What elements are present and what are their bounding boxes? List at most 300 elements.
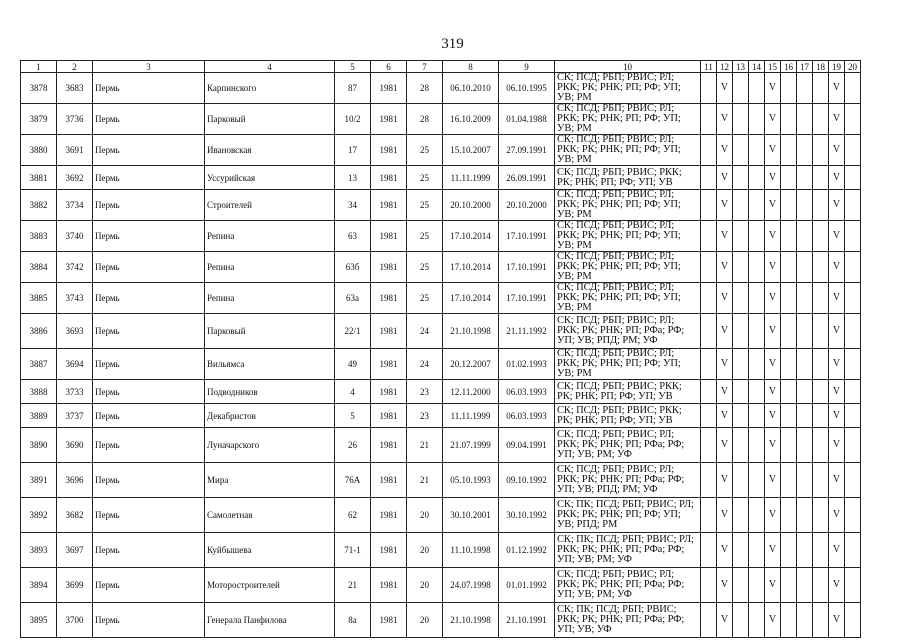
mark-cell xyxy=(733,498,749,533)
year-cell: 1981 xyxy=(371,190,407,221)
table-row xyxy=(21,73,861,104)
mark-cell: V xyxy=(829,166,845,190)
record-id: 3697 xyxy=(57,533,93,568)
record-id: 3682 xyxy=(57,498,93,533)
mark-cell xyxy=(845,404,861,428)
table-row xyxy=(21,190,861,221)
date-cell: 06.03.1993 xyxy=(499,380,555,404)
mark-cell xyxy=(813,349,829,380)
city-cell: Пермь xyxy=(93,533,205,568)
mark-cell: V xyxy=(717,283,733,314)
mark-cell xyxy=(813,283,829,314)
mark-cell: V xyxy=(717,533,733,568)
street-cell: Декабристов xyxy=(205,404,335,428)
features-cell: СК; ПСД; РБП; РВИС; РЛ; РКК; РК; РНК; РП; РФ; УП; УВ; РМ xyxy=(555,349,701,380)
city-cell: Пермь xyxy=(93,252,205,283)
features-cell: СК; ПСД; РБП; РВИС; РЛ; РКК; РК; РНК; РП; РФ; УП; УВ; РМ xyxy=(555,104,701,135)
mark-cell xyxy=(797,404,813,428)
value-cell: 28 xyxy=(407,73,443,104)
mark-cell xyxy=(781,314,797,349)
city-cell: Пермь xyxy=(93,166,205,190)
mark-cell xyxy=(797,190,813,221)
mark-cell: V xyxy=(717,166,733,190)
column-header: 3 xyxy=(93,61,205,73)
record-id: 3734 xyxy=(57,190,93,221)
record-id: 3694 xyxy=(57,349,93,380)
mark-cell xyxy=(813,135,829,166)
mark-cell xyxy=(813,314,829,349)
year-cell: 1981 xyxy=(371,166,407,190)
street-cell: Самолетная xyxy=(205,498,335,533)
date-cell: 12.11.2000 xyxy=(443,380,499,404)
mark-cell xyxy=(845,104,861,135)
year-cell: 1981 xyxy=(371,404,407,428)
mark-cell xyxy=(701,463,717,498)
mark-cell xyxy=(701,314,717,349)
house-number: 34 xyxy=(335,190,371,221)
row-number: 3884 xyxy=(21,252,57,283)
record-id: 3736 xyxy=(57,104,93,135)
column-header: 17 xyxy=(797,61,813,73)
mark-cell xyxy=(845,603,861,638)
page-number: 319 xyxy=(441,36,464,52)
year-cell: 1981 xyxy=(371,283,407,314)
mark-cell xyxy=(797,104,813,135)
record-id: 3700 xyxy=(57,603,93,638)
mark-cell xyxy=(781,463,797,498)
mark-cell: V xyxy=(765,380,781,404)
mark-cell xyxy=(749,603,765,638)
mark-cell xyxy=(845,533,861,568)
column-header: 15 xyxy=(765,61,781,73)
mark-cell: V xyxy=(765,568,781,603)
value-cell: 21 xyxy=(407,428,443,463)
date-cell: 09.04.1991 xyxy=(499,428,555,463)
column-header: 5 xyxy=(335,61,371,73)
street-cell: Вильямса xyxy=(205,349,335,380)
table-row xyxy=(21,603,861,638)
mark-cell xyxy=(781,135,797,166)
street-cell: Подводников xyxy=(205,380,335,404)
value-cell: 25 xyxy=(407,166,443,190)
mark-cell xyxy=(813,404,829,428)
mark-cell xyxy=(749,135,765,166)
table-row xyxy=(21,252,861,283)
mark-cell xyxy=(797,252,813,283)
house-number: 5 xyxy=(335,404,371,428)
mark-cell xyxy=(781,603,797,638)
date-cell: 17.10.1991 xyxy=(499,283,555,314)
mark-cell xyxy=(813,252,829,283)
features-cell: СК; ПК; ПСД; РБП; РВИС; РКК; РК; РНК; РП; РФа; РФ; УП; УВ; УФ xyxy=(555,603,701,638)
mark-cell xyxy=(781,190,797,221)
column-header: 14 xyxy=(749,61,765,73)
date-cell: 01.12.1992 xyxy=(499,533,555,568)
mark-cell: V xyxy=(717,568,733,603)
mark-cell xyxy=(749,498,765,533)
mark-cell: V xyxy=(765,73,781,104)
table-row xyxy=(21,380,861,404)
mark-cell xyxy=(845,283,861,314)
mark-cell xyxy=(813,166,829,190)
mark-cell xyxy=(749,404,765,428)
street-cell: Репина xyxy=(205,252,335,283)
mark-cell xyxy=(781,498,797,533)
mark-cell xyxy=(781,533,797,568)
mark-cell xyxy=(733,349,749,380)
mark-cell: V xyxy=(765,603,781,638)
date-cell: 26.09.1991 xyxy=(499,166,555,190)
date-cell: 11.11.1999 xyxy=(443,404,499,428)
year-cell: 1981 xyxy=(371,380,407,404)
mark-cell: V xyxy=(717,498,733,533)
mark-cell xyxy=(845,166,861,190)
mark-cell xyxy=(781,252,797,283)
street-cell: Генерала Панфилова xyxy=(205,603,335,638)
column-header: 13 xyxy=(733,61,749,73)
city-cell: Пермь xyxy=(93,349,205,380)
mark-cell xyxy=(797,568,813,603)
date-cell: 06.10.1995 xyxy=(499,73,555,104)
table-row xyxy=(21,498,861,533)
mark-cell xyxy=(845,73,861,104)
house-number: 22/1 xyxy=(335,314,371,349)
column-header: 10 xyxy=(555,61,701,73)
date-cell: 16.10.2009 xyxy=(443,104,499,135)
table-row xyxy=(21,135,861,166)
year-cell: 1981 xyxy=(371,135,407,166)
mark-cell: V xyxy=(717,190,733,221)
mark-cell xyxy=(845,463,861,498)
mark-cell xyxy=(749,166,765,190)
record-id: 3740 xyxy=(57,221,93,252)
mark-cell xyxy=(701,221,717,252)
mark-cell xyxy=(797,283,813,314)
house-number: 87 xyxy=(335,73,371,104)
mark-cell: V xyxy=(829,349,845,380)
date-cell: 17.10.1991 xyxy=(499,221,555,252)
features-cell: СК; ПСД; РБП; РВИС; РЛ; РКК; РК; РНК; РП; РФ; УП; УВ; РМ xyxy=(555,135,701,166)
year-cell: 1981 xyxy=(371,314,407,349)
column-header: 8 xyxy=(443,61,499,73)
mark-cell xyxy=(813,498,829,533)
mark-cell: V xyxy=(717,314,733,349)
value-cell: 20 xyxy=(407,568,443,603)
row-number: 3894 xyxy=(21,568,57,603)
mark-cell: V xyxy=(765,252,781,283)
city-cell: Пермь xyxy=(93,380,205,404)
table-row xyxy=(21,221,861,252)
city-cell: Пермь xyxy=(93,404,205,428)
value-cell: 25 xyxy=(407,283,443,314)
mark-cell xyxy=(733,314,749,349)
column-header: 18 xyxy=(813,61,829,73)
city-cell: Пермь xyxy=(93,498,205,533)
house-number: 4 xyxy=(335,380,371,404)
mark-cell xyxy=(749,533,765,568)
column-header: 16 xyxy=(781,61,797,73)
mark-cell xyxy=(733,283,749,314)
city-cell: Пермь xyxy=(93,463,205,498)
city-cell: Пермь xyxy=(93,314,205,349)
year-cell: 1981 xyxy=(371,603,407,638)
features-cell: СК; ПСД; РБП; РВИС; РКК; РК; РНК; РП; РФ; УП; УВ xyxy=(555,166,701,190)
mark-cell: V xyxy=(829,404,845,428)
house-number: 62 xyxy=(335,498,371,533)
features-cell: СК; ПСД; РБП; РВИС; РЛ; РКК; РК; РНК; РП; РФ; УП; УВ; РМ xyxy=(555,283,701,314)
record-id: 3699 xyxy=(57,568,93,603)
features-cell: СК; ПСД; РБП; РВИС; РЛ; РКК; РК; РНК; РП; РФ; УП; УВ; РМ xyxy=(555,252,701,283)
value-cell: 25 xyxy=(407,252,443,283)
row-number: 3889 xyxy=(21,404,57,428)
row-number: 3895 xyxy=(21,603,57,638)
row-number: 3878 xyxy=(21,73,57,104)
date-cell: 21.10.1998 xyxy=(443,603,499,638)
street-cell: Ивановская xyxy=(205,135,335,166)
mark-cell xyxy=(749,73,765,104)
registry-table xyxy=(20,60,861,638)
year-cell: 1981 xyxy=(371,533,407,568)
table-row xyxy=(21,568,861,603)
street-cell: Репина xyxy=(205,221,335,252)
mark-cell xyxy=(797,603,813,638)
mark-cell xyxy=(797,533,813,568)
column-header: 9 xyxy=(499,61,555,73)
house-number: 71-1 xyxy=(335,533,371,568)
column-header: 4 xyxy=(205,61,335,73)
mark-cell xyxy=(845,380,861,404)
column-header: 7 xyxy=(407,61,443,73)
mark-cell: V xyxy=(765,349,781,380)
mark-cell xyxy=(813,380,829,404)
year-cell: 1981 xyxy=(371,568,407,603)
mark-cell xyxy=(701,380,717,404)
mark-cell: V xyxy=(765,463,781,498)
mark-cell: V xyxy=(717,603,733,638)
record-id: 3691 xyxy=(57,135,93,166)
house-number: 10/2 xyxy=(335,104,371,135)
mark-cell xyxy=(733,428,749,463)
date-cell: 11.11.1999 xyxy=(443,166,499,190)
street-cell: Мира xyxy=(205,463,335,498)
record-id: 3733 xyxy=(57,380,93,404)
mark-cell xyxy=(845,190,861,221)
year-cell: 1981 xyxy=(371,498,407,533)
street-cell: Моторостроителей xyxy=(205,568,335,603)
features-cell: СК; ПСД; РБП; РВИС; РЛ; РКК; РК; РНК; РП; РФ; УП; УВ; РМ xyxy=(555,221,701,252)
mark-cell xyxy=(797,380,813,404)
column-header: 2 xyxy=(57,61,93,73)
row-number: 3881 xyxy=(21,166,57,190)
mark-cell xyxy=(781,404,797,428)
mark-cell: V xyxy=(717,404,733,428)
mark-cell xyxy=(733,533,749,568)
table-row xyxy=(21,104,861,135)
features-cell: СК; ПСД; РБП; РВИС; РЛ; РКК; РК; РНК; РП; РФа; РФ; УП; УВ; РМ; УФ xyxy=(555,428,701,463)
mark-cell xyxy=(845,221,861,252)
mark-cell: V xyxy=(765,498,781,533)
table-row xyxy=(21,463,861,498)
house-number: 76А xyxy=(335,463,371,498)
mark-cell: V xyxy=(829,283,845,314)
mark-cell xyxy=(733,463,749,498)
features-cell: СК; ПСД; РБП; РВИС; РЛ; РКК; РК; РНК; РП; РФа; РФ; УП; УВ; РПД; РМ; УФ xyxy=(555,314,701,349)
city-cell: Пермь xyxy=(93,135,205,166)
value-cell: 23 xyxy=(407,404,443,428)
column-header: 19 xyxy=(829,61,845,73)
mark-cell xyxy=(701,104,717,135)
mark-cell xyxy=(701,283,717,314)
mark-cell: V xyxy=(717,380,733,404)
date-cell: 20.10.2000 xyxy=(443,190,499,221)
mark-cell xyxy=(781,283,797,314)
city-cell: Пермь xyxy=(93,104,205,135)
mark-cell xyxy=(813,104,829,135)
value-cell: 23 xyxy=(407,380,443,404)
features-cell: СК; ПСД; РБП; РВИС; РЛ; РКК; РК; РНК; РП; РФа; РФ; УП; УВ; РМ; УФ xyxy=(555,568,701,603)
year-cell: 1981 xyxy=(371,349,407,380)
mark-cell xyxy=(813,533,829,568)
row-number: 3891 xyxy=(21,463,57,498)
date-cell: 01.04.1988 xyxy=(499,104,555,135)
mark-cell xyxy=(797,463,813,498)
mark-cell xyxy=(845,568,861,603)
mark-cell xyxy=(733,221,749,252)
mark-cell: V xyxy=(717,135,733,166)
mark-cell xyxy=(781,380,797,404)
mark-cell: V xyxy=(829,463,845,498)
features-cell: СК; ПСД; РБП; РВИС; РЛ; РКК; РК; РНК; РП; РФ; УП; УВ; РМ xyxy=(555,73,701,104)
mark-cell xyxy=(733,404,749,428)
row-number: 3890 xyxy=(21,428,57,463)
date-cell: 21.11.1992 xyxy=(499,314,555,349)
mark-cell xyxy=(701,498,717,533)
date-cell: 20.12.2007 xyxy=(443,349,499,380)
row-number: 3888 xyxy=(21,380,57,404)
mark-cell: V xyxy=(765,104,781,135)
date-cell: 21.10.1991 xyxy=(499,603,555,638)
mark-cell xyxy=(797,314,813,349)
mark-cell: V xyxy=(765,533,781,568)
table-row xyxy=(21,533,861,568)
mark-cell: V xyxy=(829,104,845,135)
mark-cell xyxy=(845,498,861,533)
mark-cell xyxy=(701,73,717,104)
mark-cell: V xyxy=(717,73,733,104)
mark-cell xyxy=(733,252,749,283)
mark-cell xyxy=(701,568,717,603)
value-cell: 20 xyxy=(407,498,443,533)
mark-cell: V xyxy=(765,283,781,314)
features-cell: СК; ПК; ПСД; РБП; РВИС; РЛ; РКК; РК; РНК; РП; РФа; РФ; УП; УВ; РМ; УФ xyxy=(555,533,701,568)
mark-cell: V xyxy=(765,135,781,166)
column-header: 20 xyxy=(845,61,861,73)
features-cell: СК; ПСД; РБП; РВИС; РКК; РК; РНК; РП; РФ; УП; УВ xyxy=(555,380,701,404)
mark-cell xyxy=(781,349,797,380)
record-id: 3683 xyxy=(57,73,93,104)
mark-cell xyxy=(733,603,749,638)
date-cell: 30.10.2001 xyxy=(443,498,499,533)
mark-cell xyxy=(781,166,797,190)
mark-cell xyxy=(813,221,829,252)
mark-cell xyxy=(797,498,813,533)
street-cell: Луначарского xyxy=(205,428,335,463)
date-cell: 17.10.1991 xyxy=(499,252,555,283)
mark-cell: V xyxy=(717,104,733,135)
date-cell: 15.10.2007 xyxy=(443,135,499,166)
row-number: 3886 xyxy=(21,314,57,349)
mark-cell xyxy=(749,568,765,603)
mark-cell xyxy=(781,104,797,135)
mark-cell: V xyxy=(829,568,845,603)
mark-cell xyxy=(701,166,717,190)
mark-cell xyxy=(749,190,765,221)
row-number: 3883 xyxy=(21,221,57,252)
date-cell: 11.10.1998 xyxy=(443,533,499,568)
mark-cell: V xyxy=(829,73,845,104)
table-row xyxy=(21,166,861,190)
value-cell: 25 xyxy=(407,190,443,221)
mark-cell xyxy=(733,135,749,166)
value-cell: 25 xyxy=(407,221,443,252)
mark-cell xyxy=(781,428,797,463)
mark-cell xyxy=(845,135,861,166)
record-id: 3692 xyxy=(57,166,93,190)
street-cell: Уссурийская xyxy=(205,166,335,190)
table-row xyxy=(21,428,861,463)
mark-cell xyxy=(845,252,861,283)
city-cell: Пермь xyxy=(93,221,205,252)
mark-cell xyxy=(797,73,813,104)
date-cell: 05.10.1993 xyxy=(443,463,499,498)
mark-cell: V xyxy=(829,221,845,252)
mark-cell xyxy=(797,428,813,463)
mark-cell xyxy=(781,73,797,104)
table-row xyxy=(21,283,861,314)
mark-cell xyxy=(845,428,861,463)
mark-cell: V xyxy=(765,166,781,190)
street-cell: Парковый xyxy=(205,104,335,135)
column-header: 6 xyxy=(371,61,407,73)
header-row xyxy=(21,61,861,73)
house-number: 26 xyxy=(335,428,371,463)
mark-cell xyxy=(701,428,717,463)
city-cell: Пермь xyxy=(93,73,205,104)
year-cell: 1981 xyxy=(371,463,407,498)
city-cell: Пермь xyxy=(93,428,205,463)
mark-cell: V xyxy=(717,463,733,498)
mark-cell xyxy=(813,603,829,638)
mark-cell xyxy=(749,283,765,314)
value-cell: 25 xyxy=(407,135,443,166)
mark-cell xyxy=(845,314,861,349)
house-number: 8а xyxy=(335,603,371,638)
table-body xyxy=(21,73,861,638)
record-id: 3737 xyxy=(57,404,93,428)
mark-cell: V xyxy=(765,221,781,252)
mark-cell xyxy=(797,221,813,252)
mark-cell: V xyxy=(765,404,781,428)
date-cell: 27.09.1991 xyxy=(499,135,555,166)
mark-cell: V xyxy=(717,252,733,283)
value-cell: 24 xyxy=(407,349,443,380)
mark-cell xyxy=(749,380,765,404)
date-cell: 20.10.2000 xyxy=(499,190,555,221)
date-cell: 21.07.1999 xyxy=(443,428,499,463)
mark-cell xyxy=(701,135,717,166)
record-id: 3693 xyxy=(57,314,93,349)
value-cell: 24 xyxy=(407,314,443,349)
